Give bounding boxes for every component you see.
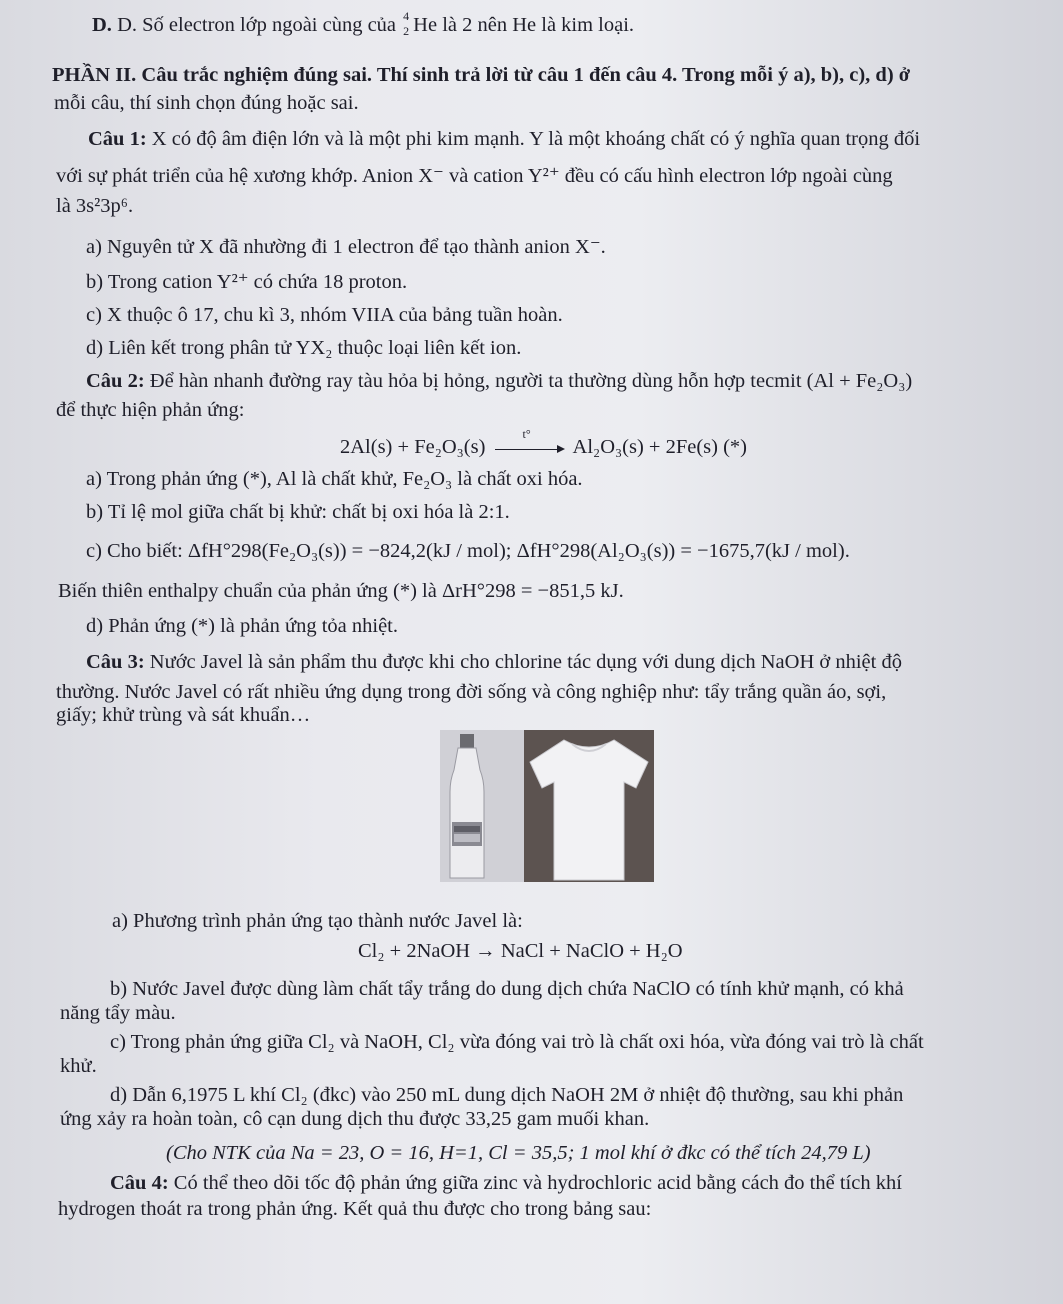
q3-option-c: c) Trong phản ứng giữa Cl₂ và NaOH, Cl₂ vừa đóng vai trò là chất oxi hóa, vừa đóng vai trò là chất <box>110 1031 924 1053</box>
q2-option-c-cont: Biến thiên enthalpy chuẩn của phản ứng (*) là ΔrH°298 = −851,5 kJ. <box>58 580 624 602</box>
q3-option-b: b) Nước Javel được dùng làm chất tẩy trắng do dung dịch chứa NaClO có tính khử mạnh, có khả <box>110 978 904 1000</box>
q1-option-d: d) Liên kết trong phân tử YX₂ thuộc loại liên kết ion. <box>86 337 522 359</box>
q3-line2: thường. Nước Javel có rất nhiều ứng dụng trong đời sống và công nghiệp như: tẩy trắng quần áo, sợi, <box>56 681 887 703</box>
part2-title-cont: mỗi câu, thí sinh chọn đúng hoặc sai. <box>54 92 359 114</box>
q2-option-d: d) Phản ứng (*) là phản ứng tỏa nhiệt. <box>86 615 399 637</box>
q3-intro: Câu 3: Nước Javel là sản phẩm thu được khi cho chlorine tác dụng với dung dịch NaOH ở nhiệt độ <box>86 651 902 673</box>
q1-option-a: a) Nguyên tử X đã nhường đi 1 electron để tạo thành anion X⁻. <box>86 236 606 258</box>
reaction-arrow: t° <box>495 438 565 458</box>
q3-line3: giấy; khử trùng và sát khuẩn… <box>56 704 311 726</box>
isotope-number: 2 <box>403 24 410 39</box>
white-shirt-image <box>524 730 654 882</box>
q2-option-b: b) Tỉ lệ mol giữa chất bị khử: chất bị oxi hóa là 2:1. <box>86 501 510 523</box>
q1-line2: với sự phát triển của hệ xương khớp. Anion X⁻ và cation Y²⁺ đều có cấu hình electron lớp ngoài cùng <box>56 165 893 187</box>
q2-intro: Câu 2: Để hàn nhanh đường ray tàu hỏa bị hỏng, người ta thường dùng hỗn hợp tecmit (Al + Fe₂O₃) <box>86 370 913 392</box>
q3-equation: Cl₂ + 2NaOH → NaCl + NaClO + H₂O <box>358 940 683 962</box>
q1-intro: Câu 1: X có độ âm điện lớn và là một phi kim mạnh. Y là một khoáng chất có ý nghĩa quan trọng đối <box>88 128 921 150</box>
q3-note: (Cho NTK của Na = 23, O = 16, H=1, Cl = 35,5; 1 mol khí ở đkc có thể tích 24,79 L) <box>166 1142 871 1164</box>
q2-line2: để thực hiện phản ứng: <box>56 399 245 421</box>
q1-line3: là 3s²3p⁶. <box>56 195 134 217</box>
q3-option-d: d) Dẫn 6,1975 L khí Cl₂ (đkc) vào 250 mL dung dịch NaOH 2M ở nhiệt độ thường, sau khi phản <box>110 1084 904 1106</box>
javel-bottle-image <box>440 730 524 882</box>
part2-title: PHẦN II. Câu trắc nghiệm đúng sai. Thí sinh trả lời từ câu 1 đến câu 4. Trong mỗi ý a), b), c), d) ở <box>52 64 911 86</box>
q3-option-a: a) Phương trình phản ứng tạo thành nước Javel là: <box>112 910 523 932</box>
q2-option-c: c) Cho biết: ΔfH°298(Fe₂O₃(s)) = −824,2(kJ / mol); ΔfH°298(Al₂O₃(s)) = −1675,7(kJ / mol). <box>86 540 850 562</box>
q4-intro: Câu 4: Có thể theo dõi tốc độ phản ứng giữa zinc và hydrochloric acid bằng cách đo thể tích khí <box>110 1172 902 1194</box>
q1-option-c: c) X thuộc ô 17, chu kì 3, nhóm VIIA của bảng tuần hoàn. <box>86 304 563 326</box>
q2-equation: 2Al(s) + Fe₂O₃(s) t° Al₂O₃(s) + 2Fe(s) (*) <box>340 427 747 458</box>
q4-line2: hydrogen thoát ra trong phản ứng. Kết quả thu được cho trong bảng sau: <box>58 1198 652 1220</box>
q3-option-b-cont: năng tẩy màu. <box>60 1002 176 1024</box>
q2-option-a: a) Trong phản ứng (*), Al là chất khử, Fe₂O₃ là chất oxi hóa. <box>86 468 583 490</box>
q3-option-d-cont: ứng xảy ra hoàn toàn, cô cạn dung dịch thu được 33,25 gam muối khan. <box>60 1108 650 1130</box>
q1-option-b: b) Trong cation Y²⁺ có chứa 18 proton. <box>86 271 408 293</box>
isotope-mass: 4 <box>403 9 410 24</box>
q3-option-c-cont: khử. <box>60 1055 97 1077</box>
line-he-statement: D. D. Số electron lớp ngoài cùng của 4 2 He là 2 nên He là kim loại. <box>92 9 635 39</box>
